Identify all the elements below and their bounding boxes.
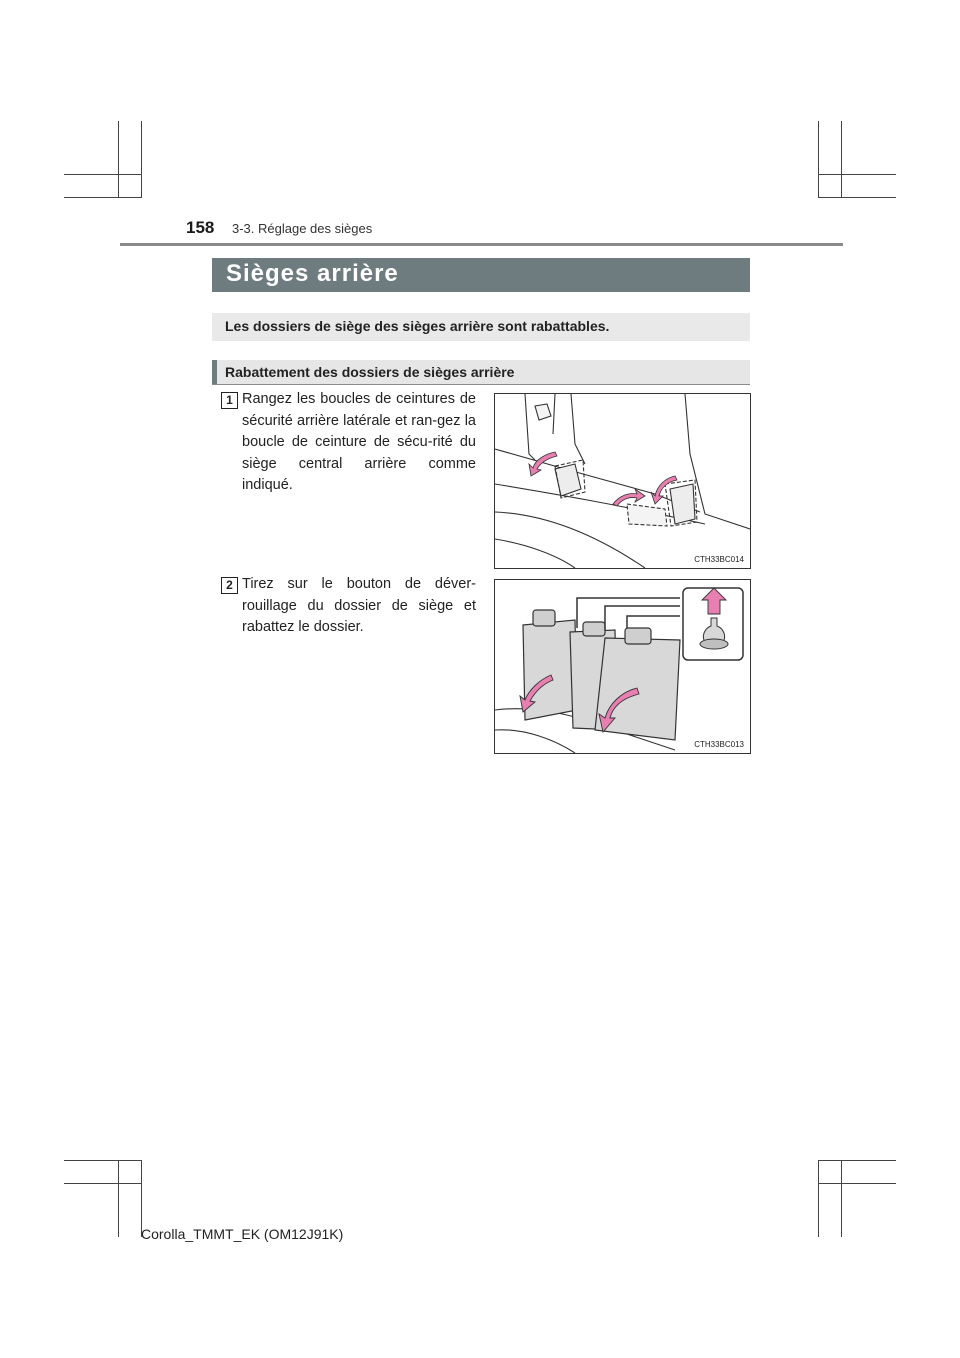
header-rule: [120, 243, 843, 246]
crop-mark: [818, 1160, 819, 1237]
seatback-illustration: [495, 580, 750, 753]
intro-box: [212, 313, 750, 341]
step-text: Rangez les boucles de ceintures de sécurité arrière latérale et ran-gez la boucle de ceinture de sécu-rité du siège central arrière comme indiqué.: [242, 391, 476, 493]
crop-mark: [64, 1183, 142, 1184]
crop-mark: [818, 197, 896, 198]
crop-mark: [118, 121, 119, 198]
crop-mark: [64, 197, 142, 198]
crop-mark: [141, 121, 142, 198]
page-number: 158: [186, 218, 215, 237]
subsection-accent: [212, 360, 217, 384]
figure-code: CTH33BC013: [694, 740, 744, 749]
crop-mark: [64, 174, 142, 175]
step-number: 2: [221, 577, 238, 594]
page-title: Sièges arrière: [226, 260, 399, 287]
section-label: 3-3. Réglage des sièges: [232, 221, 373, 236]
seatbelt-illustration: [495, 394, 750, 568]
step-number: 1: [221, 392, 238, 409]
figure-seatbelt-buckles: [494, 393, 751, 569]
figure-code: CTH33BC014: [694, 555, 744, 564]
subsection-title: Rabattement des dossiers de sièges arrière: [225, 364, 515, 380]
crop-mark: [841, 1160, 842, 1237]
crop-mark: [118, 1160, 119, 1237]
crop-mark: [818, 121, 819, 198]
crop-mark: [64, 1160, 142, 1161]
subsection-header: [212, 360, 750, 385]
figure-fold-seatback: [494, 579, 751, 754]
title-bar: [212, 258, 750, 292]
crop-mark: [818, 1160, 896, 1161]
intro-text: Les dossiers de siège des sièges arrière sont rabattables.: [225, 318, 610, 334]
crop-mark: [818, 174, 896, 175]
footer-document-id: Corolla_TMMT_EK (OM12J91K): [141, 1226, 344, 1242]
crop-mark: [818, 1183, 896, 1184]
crop-mark: [841, 121, 842, 198]
step-text: Tirez sur le bouton de déver-rouillage du dossier de siège et rabattez le dossier.: [242, 576, 476, 635]
